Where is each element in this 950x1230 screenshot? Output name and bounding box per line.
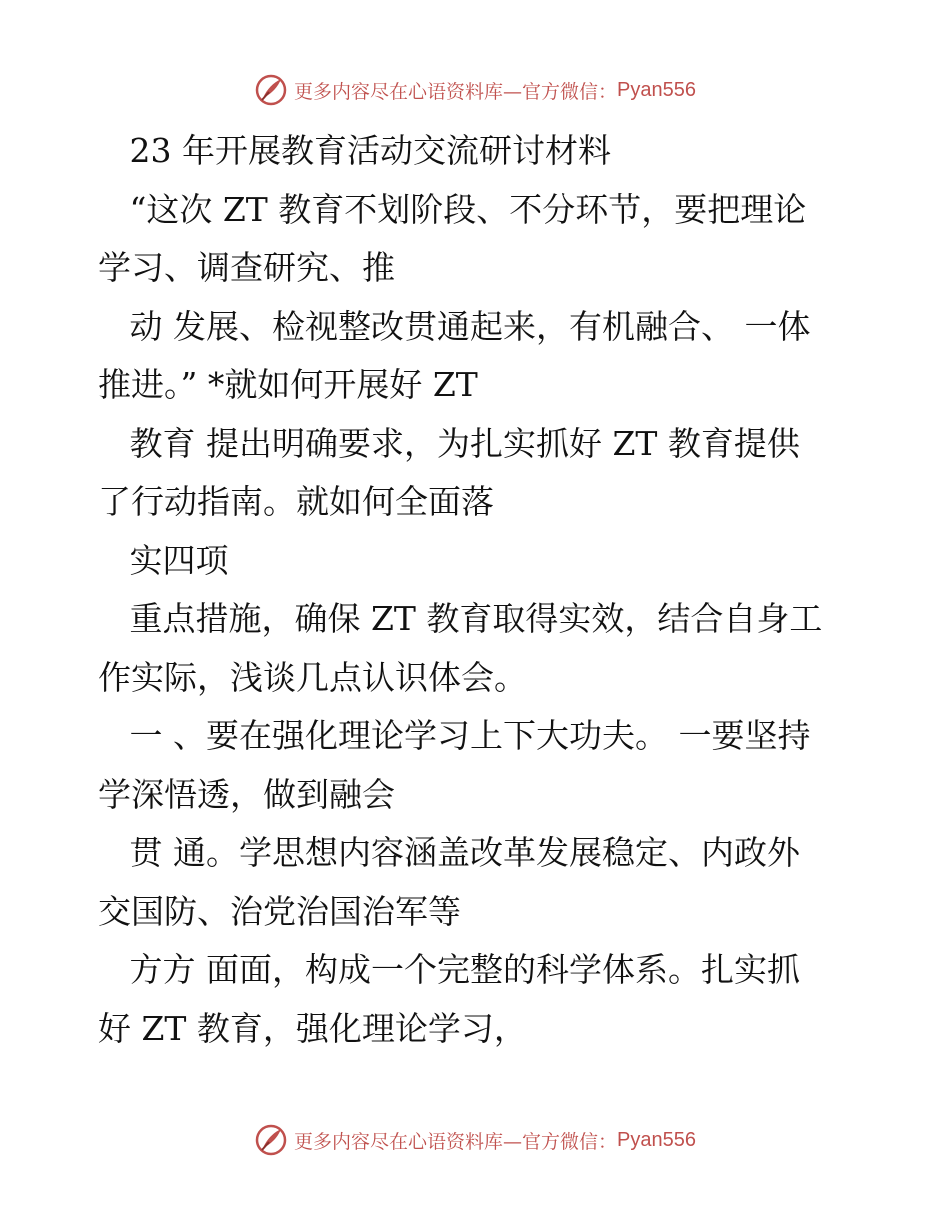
document-line: “这次 ZT 教育不划阶段、不分环节，要把理论 bbox=[98, 189, 807, 229]
document-line: 了行动指南。就如何全面落 bbox=[98, 482, 494, 521]
footer-banner-text: 更多内容尽在心语资料库—官方微信： bbox=[294, 1130, 618, 1153]
document-line: 23 年开展教育活动交流研讨材料 bbox=[98, 131, 611, 170]
document-line: 教育 提出明确要求，为扎实抓好 ZT 教育提供 bbox=[98, 423, 800, 463]
header-banner bbox=[0, 70, 950, 110]
document-line: 一 、要在强化理论学习上下大功夫。 一要坚持 bbox=[98, 716, 811, 755]
document-line: 好 ZT 教育，强化理论学习， bbox=[98, 1008, 527, 1048]
document-body bbox=[98, 122, 858, 1058]
document-line: 推进。” *就如何开展好 ZT bbox=[98, 365, 478, 404]
document-line: 交国防、治党治国治军等 bbox=[98, 891, 461, 931]
document-line: 动 发展、检视整改贯通起来，有机融合、 一体 bbox=[98, 306, 811, 346]
document-line: 贯 通。学思想内容涵盖改革发展稳定、内政外 bbox=[98, 833, 800, 872]
feather-pen-logo-icon bbox=[254, 1123, 288, 1157]
footer-banner bbox=[0, 1120, 950, 1160]
feather-pen-logo-icon bbox=[254, 73, 288, 107]
document-line: 重点措施，确保 ZT 教育取得实效，结合自身工 bbox=[98, 599, 823, 638]
document-line: 作实际，浅谈几点认识体会。 bbox=[98, 657, 527, 697]
document-line: 方方 面面，构成一个完整的科学体系。扎实抓 bbox=[98, 950, 800, 989]
document-line: 学习、调查研究、推 bbox=[98, 248, 395, 287]
header-banner-text: 更多内容尽在心语资料库—官方微信： bbox=[294, 80, 618, 103]
header-banner-handle: Pyan556 bbox=[617, 78, 696, 101]
document-line: 学深悟透，做到融会 bbox=[98, 774, 395, 814]
footer-banner-handle: Pyan556 bbox=[617, 1128, 696, 1151]
document-line: 实四项 bbox=[98, 540, 229, 580]
